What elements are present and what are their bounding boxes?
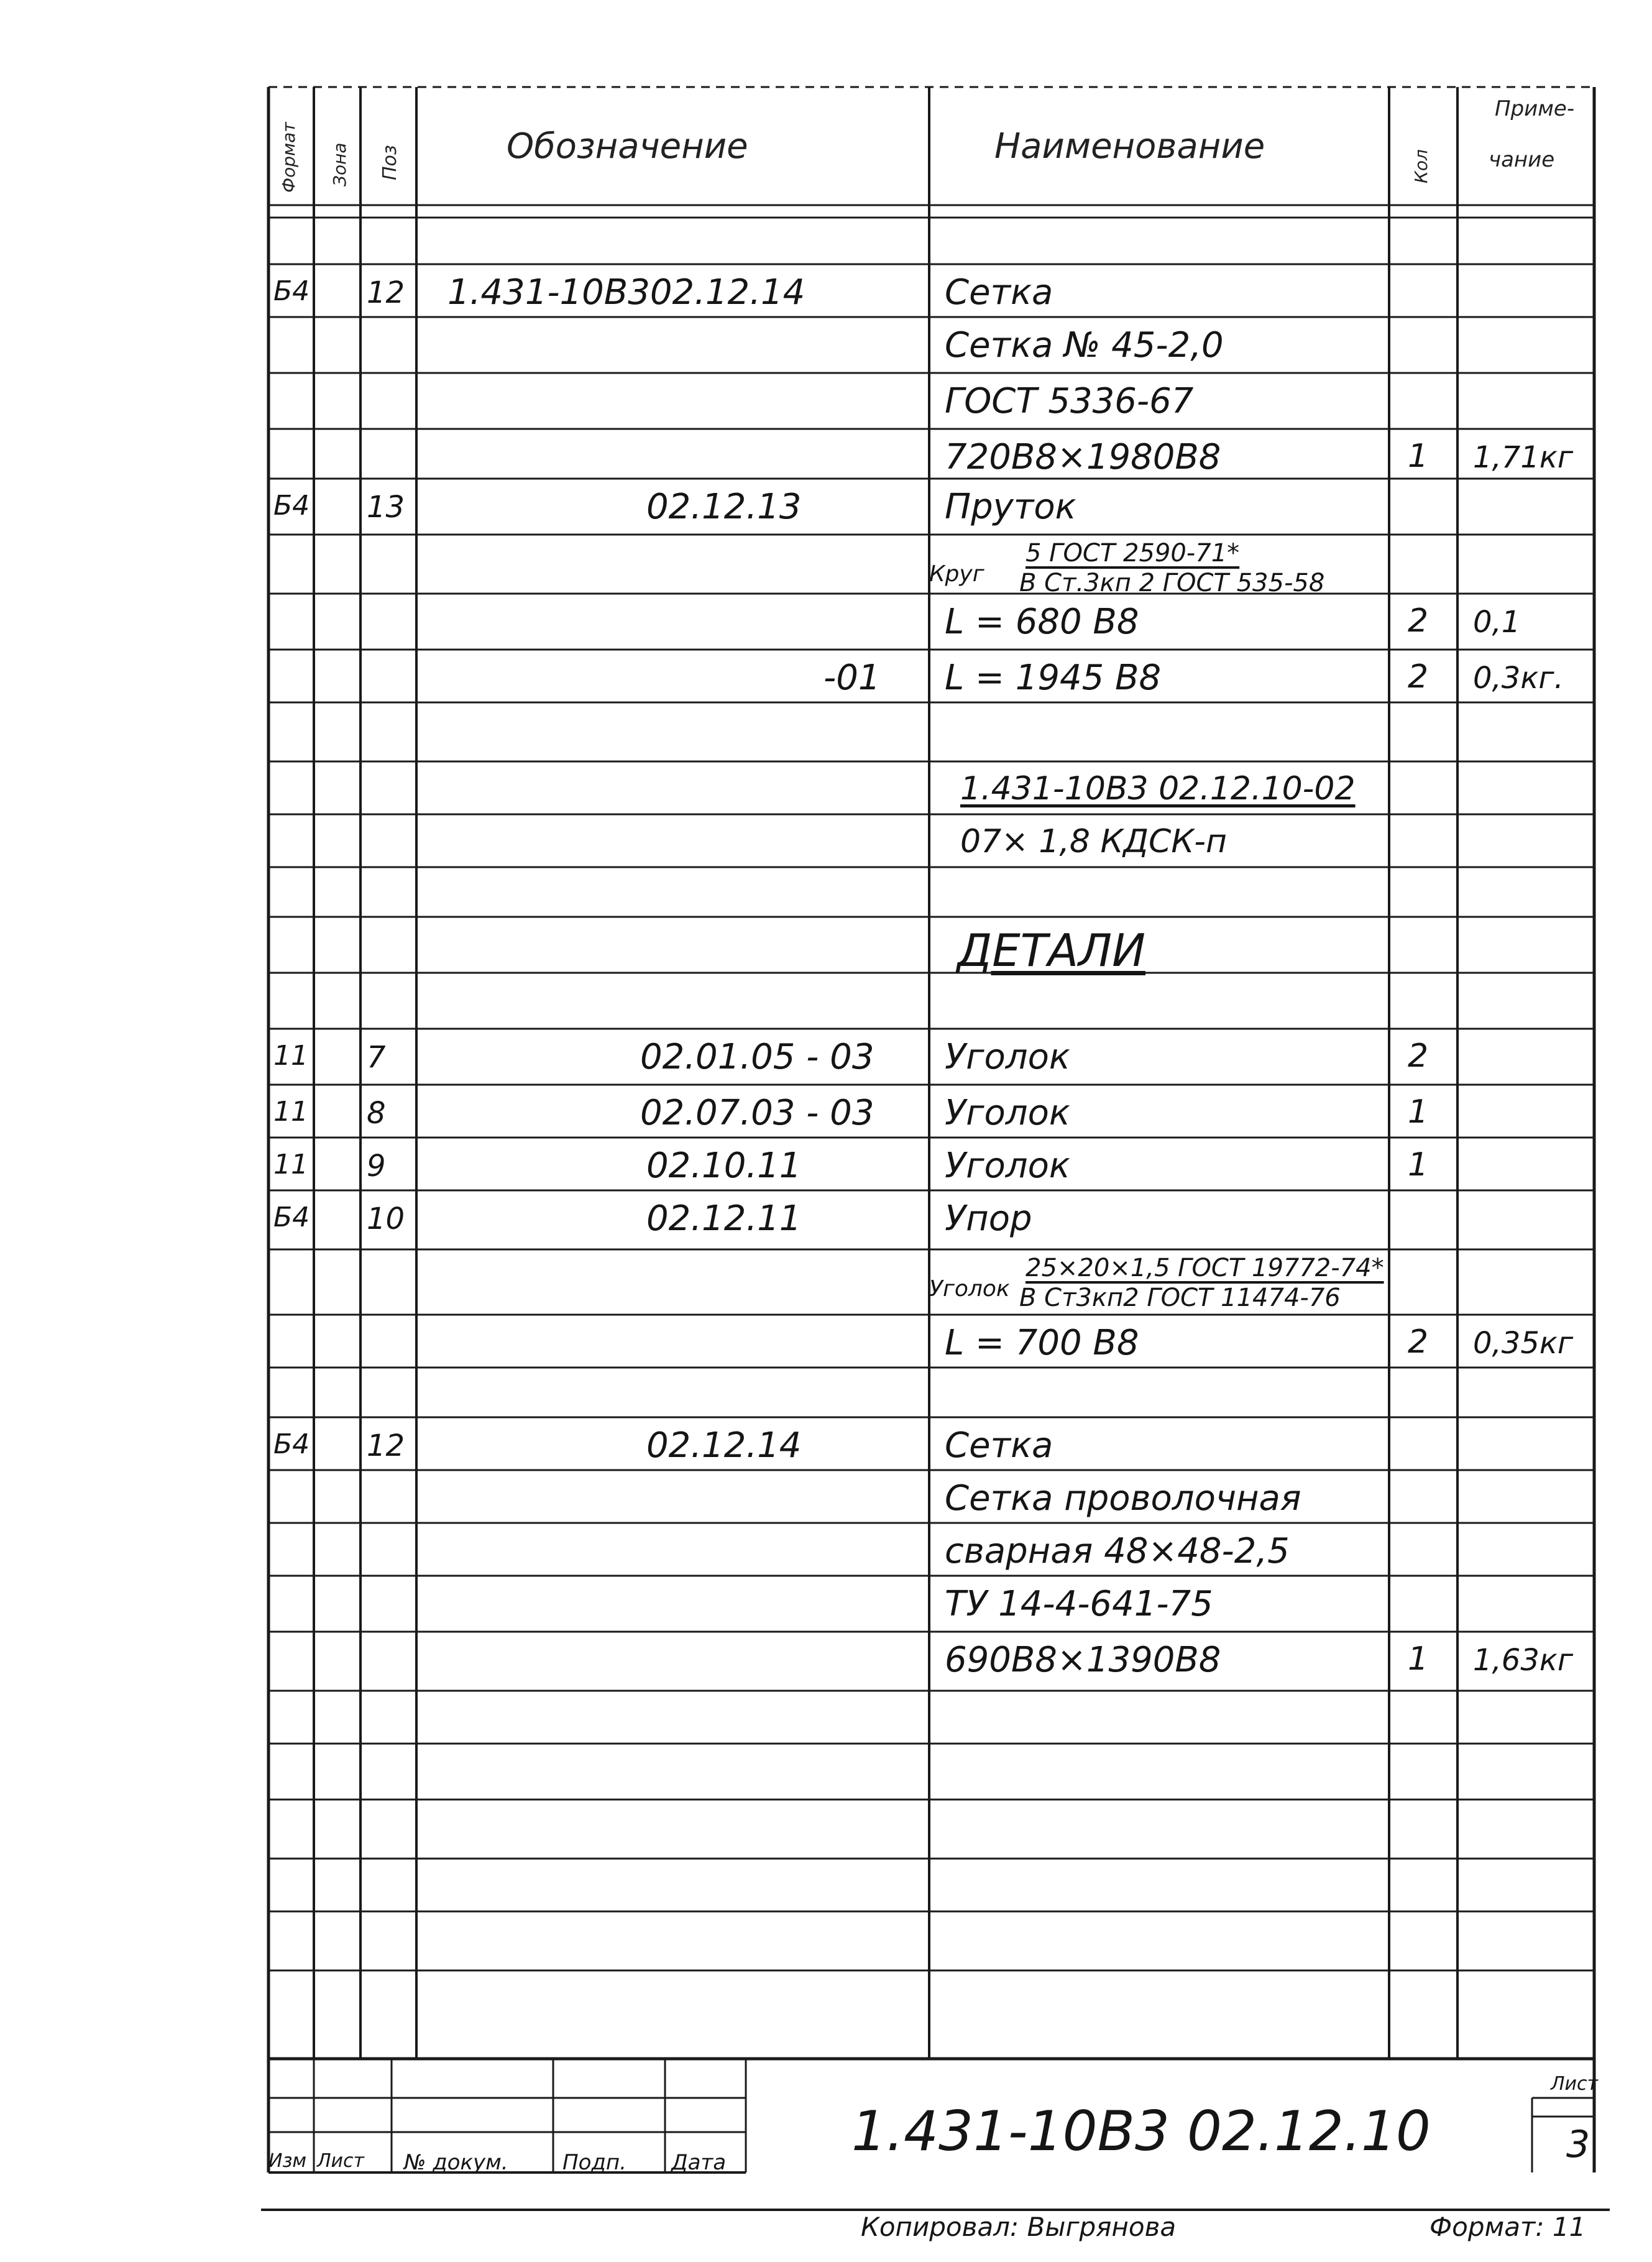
row-name: Упор <box>945 1198 1032 1239</box>
row-name: Уголок <box>945 1146 1070 1186</box>
row-name: ГОСТ 5336-67 <box>945 381 1194 421</box>
header-designation: Обозначение <box>507 126 748 167</box>
header-format: Формат <box>278 122 299 193</box>
row-quantity: 2 <box>1408 602 1429 640</box>
row-quantity: 1 <box>1408 1146 1429 1184</box>
row-note: 1,63кг <box>1473 1643 1574 1678</box>
row-position: 12 <box>367 275 405 310</box>
row-quantity: 1 <box>1408 1093 1429 1131</box>
row-format: 11 <box>273 1096 308 1128</box>
row-name: Сетка <box>945 1425 1053 1466</box>
row-format: Б4 <box>273 1428 310 1460</box>
row-designation: 02.01.05 - 03 <box>640 1037 874 1077</box>
row-name-prefix: Уголок <box>929 1276 1010 1302</box>
row-name: Сетка <box>945 272 1053 313</box>
row-designation: 02.12.11 <box>646 1198 802 1239</box>
row-format: 11 <box>273 1149 308 1180</box>
row-note: 0,3кг. <box>1473 661 1564 696</box>
row-note: 1,71кг <box>1473 440 1574 475</box>
row-name: 07× 1,8 КДСК-п <box>960 823 1228 860</box>
row-name: Уголок <box>945 1093 1070 1133</box>
row-name: Уголок <box>945 1037 1070 1077</box>
title-col-doc: № докум. <box>404 2150 508 2175</box>
footer-format: Формат: 11 <box>1429 2212 1586 2242</box>
row-name: 690В8×1390В8 <box>945 1640 1221 1680</box>
row-name: L = 700 В8 <box>945 1323 1139 1363</box>
row-designation: 02.10.11 <box>646 1146 802 1186</box>
row-position: 12 <box>367 1428 405 1463</box>
row-quantity: 2 <box>1408 658 1429 696</box>
row-name: 720В8×1980В8 <box>945 437 1221 477</box>
title-sheet-label: Лист <box>1551 2073 1599 2095</box>
row-note: 0,35кг <box>1473 1326 1574 1361</box>
footer-copied: Копировал: Выгрянова <box>861 2212 1177 2242</box>
row-quantity: 1 <box>1408 438 1429 475</box>
header-pos: Поз <box>379 145 401 180</box>
header-qty: Кол <box>1411 149 1431 183</box>
row-designation: 1.431-10В302.12.14 <box>447 272 805 313</box>
title-col-list: Лист <box>317 2150 365 2172</box>
title-col-date: Дата <box>671 2150 727 2175</box>
row-position: 10 <box>367 1202 405 1236</box>
row-format: Б4 <box>273 275 310 307</box>
row-quantity: 2 <box>1408 1037 1429 1075</box>
row-position: 8 <box>367 1096 386 1131</box>
header-note-line1: Приме- <box>1495 96 1575 121</box>
row-position: 13 <box>367 490 405 525</box>
row-name: ТУ 14-4-641-75 <box>945 1584 1213 1624</box>
row-name: Пруток <box>945 487 1076 527</box>
section-heading: ДЕТАЛИ <box>957 924 1145 977</box>
row-name-bottom: В Ст3кп2 ГОСТ 11474-76 <box>1019 1284 1341 1312</box>
row-name: 1.431-10В3 02.12.10-02 <box>960 770 1356 807</box>
row-name-bottom: В Ст.3кп 2 ГОСТ 535-58 <box>1019 569 1325 597</box>
header-note-line2: чание <box>1489 147 1555 172</box>
title-col-izm: Изм <box>268 2150 307 2172</box>
row-format: 11 <box>273 1040 308 1072</box>
row-position: 9 <box>367 1149 386 1184</box>
row-name: Сетка № 45-2,0 <box>945 325 1224 366</box>
header-name: Наименование <box>994 126 1265 167</box>
row-format: Б4 <box>273 1202 310 1233</box>
row-name: L = 1945 В8 <box>945 658 1162 698</box>
row-name: L = 680 В8 <box>945 602 1139 642</box>
row-name-top: 25×20×1,5 ГОСТ 19772-74* <box>1026 1254 1384 1282</box>
row-designation: 02.12.13 <box>646 487 802 527</box>
row-name-prefix: Круг <box>929 561 984 587</box>
row-format: Б4 <box>273 490 310 522</box>
title-col-sign: Подп. <box>562 2150 626 2175</box>
row-name-top: 5 ГОСТ 2590-71* <box>1026 539 1240 568</box>
row-position: 7 <box>367 1040 386 1075</box>
header-zone: Зона <box>329 142 350 186</box>
row-quantity: 2 <box>1408 1323 1429 1361</box>
row-name: Сетка проволочная <box>945 1478 1301 1519</box>
row-name: сварная 48×48-2,5 <box>945 1531 1290 1571</box>
row-designation: 02.07.03 - 03 <box>640 1093 874 1133</box>
title-doc-number: 1.431-10В3 02.12.10 <box>851 2099 1431 2163</box>
row-designation: 02.12.14 <box>646 1425 802 1466</box>
row-note: 0,1 <box>1473 605 1521 640</box>
row-designation: -01 <box>824 658 881 698</box>
title-sheet-number: 3 <box>1566 2123 1590 2166</box>
row-quantity: 1 <box>1408 1640 1429 1678</box>
